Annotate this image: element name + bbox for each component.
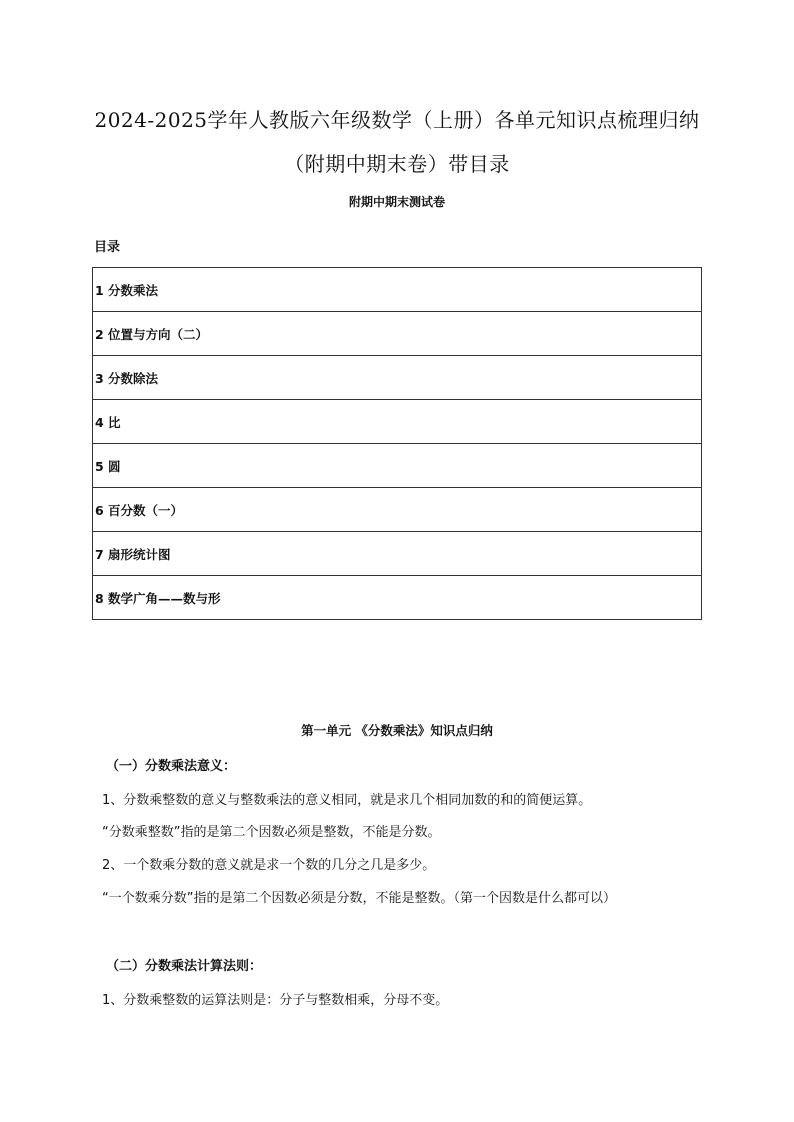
paragraph: 2、一个数乘分数的意义就是求一个数的几分之几是多少。 bbox=[102, 858, 436, 873]
toc-item-6[interactable]: 6 百分数（一） bbox=[93, 488, 702, 532]
toc-row bbox=[93, 444, 702, 488]
document-title-line1: 2024-2025学年人教版六年级数学（上册）各单元知识点梳理归纳 bbox=[94, 108, 700, 132]
toc-item-5[interactable]: 5 圆 bbox=[93, 444, 702, 488]
toc-label: 目录 bbox=[94, 240, 121, 255]
toc-row bbox=[93, 488, 702, 532]
toc-item-4[interactable]: 4 比 bbox=[93, 400, 702, 444]
unit1-title: 第一单元 《分数乘法》知识点归纳 bbox=[301, 723, 493, 738]
toc-item-8[interactable]: 8 数学广角——数与形 bbox=[93, 576, 702, 620]
toc-row bbox=[93, 576, 702, 620]
paragraph: “一个数乘分数”指的是第二个因数必须是分数，不能是整数。（第一个因数是什么都可以） bbox=[102, 891, 616, 906]
paragraph: “分数乘整数”指的是第二个因数必须是整数，不能是分数。 bbox=[102, 825, 441, 840]
section-heading-rules: （二）分数乘法计算法则： bbox=[106, 959, 263, 974]
toc-item-1[interactable]: 1 分数乘法 bbox=[93, 268, 702, 312]
paragraph: 1、分数乘整数的运算法则是：分子与整数相乘，分母不变。 bbox=[102, 993, 449, 1008]
toc-item-2[interactable]: 2 位置与方向（二） bbox=[93, 312, 702, 356]
document-title-line2: （附期中期末卷）带目录 bbox=[284, 152, 510, 176]
document-subtitle: 附期中期末测试卷 bbox=[348, 195, 445, 209]
toc-row bbox=[93, 532, 702, 576]
toc-row bbox=[93, 400, 702, 444]
toc-item-7[interactable]: 7 扇形统计图 bbox=[93, 532, 702, 576]
section-heading-meaning: （一）分数乘法意义： bbox=[106, 759, 237, 774]
toc-row bbox=[93, 356, 702, 400]
toc-row bbox=[93, 312, 702, 356]
toc-item-3[interactable]: 3 分数除法 bbox=[93, 356, 702, 400]
paragraph: 1、分数乘整数的意义与整数乘法的意义相同，就是求几个相同加数的和的简便运算。 bbox=[102, 793, 592, 808]
toc-row bbox=[93, 268, 702, 312]
toc-table bbox=[92, 267, 702, 620]
